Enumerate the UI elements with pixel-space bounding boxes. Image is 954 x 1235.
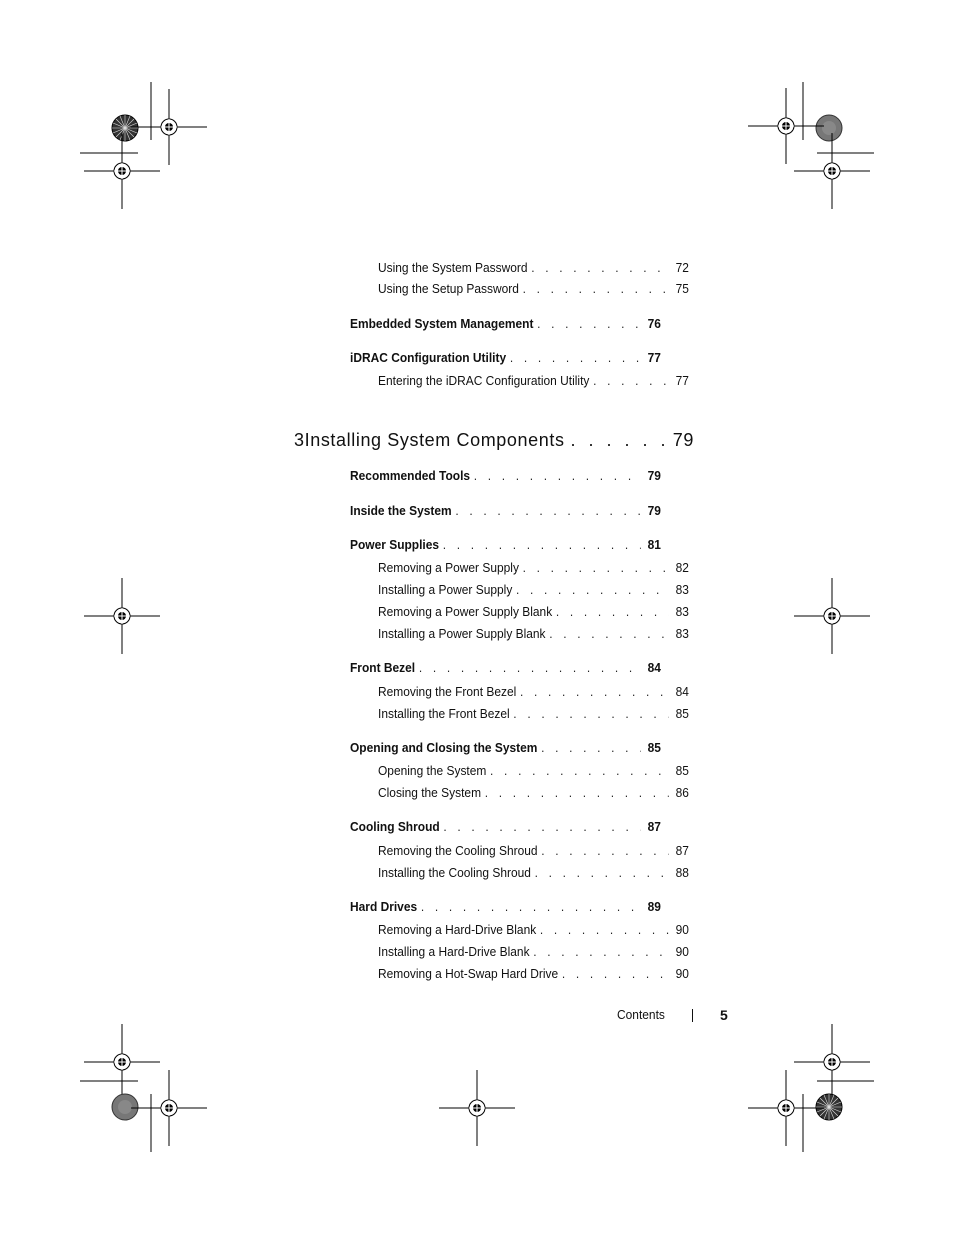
toc-entry[interactable] (378, 944, 689, 960)
toc-section-entry[interactable] (350, 316, 661, 332)
toc-entry[interactable] (378, 604, 689, 620)
toc-entry[interactable] (378, 281, 689, 297)
toc-leader-dots (537, 316, 641, 332)
toc-entry[interactable] (378, 966, 689, 982)
toc-entry-title: iDRAC Configuration Utility (350, 350, 507, 365)
toc-leader-dots (531, 260, 668, 276)
toc-entry-title: Power Supplies (350, 537, 440, 552)
toc-entry-title: Inside the System (350, 503, 452, 518)
toc-entry-title: Using the Setup Password (378, 281, 519, 296)
toc-entry-page: 87 (647, 819, 661, 834)
toc-section-entry[interactable] (350, 468, 661, 484)
toc-section-entry[interactable] (350, 899, 661, 915)
toc-entry-page: 90 (675, 966, 689, 981)
toc-entry[interactable] (378, 582, 689, 598)
toc-entry-title: Using the System Password (378, 260, 528, 275)
toc-leader-dots (510, 350, 641, 366)
toc-leader-dots (541, 843, 668, 859)
toc-entry[interactable] (378, 684, 689, 700)
toc-leader-dots (474, 468, 641, 484)
toc-leader-dots (523, 281, 669, 297)
toc-chapter-entry[interactable] (294, 429, 694, 451)
toc-entry-title: Removing the Front Bezel (378, 684, 517, 699)
toc-leader-dots (540, 922, 669, 938)
toc-entry-title: Hard Drives (350, 899, 418, 914)
toc-entry[interactable] (378, 626, 689, 642)
toc-entry-page: 85 (647, 740, 661, 755)
toc-leader-dots (523, 560, 669, 576)
toc-leader-dots (535, 865, 669, 881)
toc-section-entry[interactable] (350, 503, 661, 519)
toc-leader-dots (419, 660, 641, 676)
toc-entry[interactable] (378, 373, 689, 389)
toc-entry-page: 79 (647, 468, 661, 483)
toc-entry[interactable] (378, 560, 689, 576)
toc-entry-page: 77 (675, 373, 689, 388)
toc-leader-dots (549, 626, 668, 642)
footer-label: Contents (617, 1007, 665, 1022)
toc-entry-page: 85 (675, 763, 689, 778)
toc-entry-page: 72 (675, 260, 689, 275)
toc-entry-page: 82 (675, 560, 689, 575)
footer-divider (692, 1009, 693, 1022)
toc-entry[interactable] (378, 260, 689, 276)
toc-entry-title: Installing the Cooling Shroud (378, 865, 531, 880)
toc-leader-dots (556, 604, 669, 620)
toc-entry[interactable] (378, 785, 689, 801)
toc-entry-title: Removing a Power Supply (378, 560, 519, 575)
toc-entry-title: Installing a Power Supply Blank (378, 626, 546, 641)
toc-entry-page: 83 (675, 582, 689, 597)
toc-entry[interactable] (378, 922, 689, 938)
toc-entry-page: 83 (675, 626, 689, 641)
toc-leader-dots (443, 819, 640, 835)
toc-entry-title: Cooling Shroud (350, 819, 440, 834)
toc-entry-title: Installing a Power Supply (378, 582, 513, 597)
toc-entry-title: Embedded System Management (350, 316, 534, 331)
toc-leader-dots (443, 537, 641, 553)
toc-entry[interactable] (378, 865, 689, 881)
toc-entry-title: Entering the iDRAC Configuration Utility (378, 373, 590, 388)
toc-entry-page: 84 (675, 684, 689, 699)
toc-entry-page: 75 (675, 281, 689, 296)
toc-entry-title: Installing the Front Bezel (378, 706, 510, 721)
toc-leader-dots (421, 899, 641, 915)
toc-entry-page: 87 (675, 843, 689, 858)
toc-entry-page: 88 (675, 865, 689, 880)
toc-entry-page: 85 (675, 706, 689, 721)
toc-entry-title: Closing the System (378, 785, 482, 800)
toc-entry-title: Removing a Hot-Swap Hard Drive (378, 966, 559, 981)
toc-section-entry[interactable] (350, 660, 661, 676)
toc-entry-title: Removing a Power Supply Blank (378, 604, 553, 619)
toc-leader-dots (520, 684, 669, 700)
toc-entry-page: 84 (647, 660, 661, 675)
toc-entry-page: 81 (647, 537, 661, 552)
toc-section-entry[interactable] (350, 819, 661, 835)
toc-leader-dots (485, 785, 669, 801)
toc-entry[interactable] (378, 843, 689, 859)
chapter-title: Installing System Components (304, 430, 565, 450)
toc-entry-page: 76 (647, 316, 661, 331)
toc-section-entry[interactable] (350, 537, 661, 553)
toc-entry-title: Recommended Tools (350, 468, 471, 483)
toc-leader-dots (593, 373, 669, 389)
page-number: 5 (720, 1007, 728, 1023)
toc-leader-dots (571, 429, 667, 451)
toc-entry-page: 90 (675, 922, 689, 937)
toc-leader-dots (513, 706, 668, 722)
toc-leader-dots (533, 944, 668, 960)
toc-entry-page: 79 (647, 503, 661, 518)
toc-entry-title: Opening the System (378, 763, 487, 778)
toc-entry-title: Installing a Hard-Drive Blank (378, 944, 530, 959)
toc-entry[interactable] (378, 706, 689, 722)
toc-leader-dots (541, 740, 641, 756)
toc-entry-page: 77 (647, 350, 661, 365)
toc-entry-title: Opening and Closing the System (350, 740, 538, 755)
toc-entry-page: 90 (675, 944, 689, 959)
toc-entry-title: Front Bezel (350, 660, 416, 675)
toc-leader-dots (516, 582, 669, 598)
toc-entry-page: 89 (647, 899, 661, 914)
toc-leader-dots (562, 966, 669, 982)
toc-entry-page: 83 (675, 604, 689, 619)
toc-entry-title: Removing the Cooling Shroud (378, 843, 538, 858)
toc-entry-page: 86 (675, 785, 689, 800)
toc-leader-dots (455, 503, 640, 519)
chapter-page: 79 (672, 430, 694, 450)
toc-leader-dots (490, 763, 669, 779)
toc-section-entry[interactable] (350, 350, 661, 366)
chapter-number: 3 (294, 430, 305, 450)
toc-entry[interactable] (378, 763, 689, 779)
toc-entry-title: Removing a Hard-Drive Blank (378, 922, 537, 937)
toc-section-entry[interactable] (350, 740, 661, 756)
